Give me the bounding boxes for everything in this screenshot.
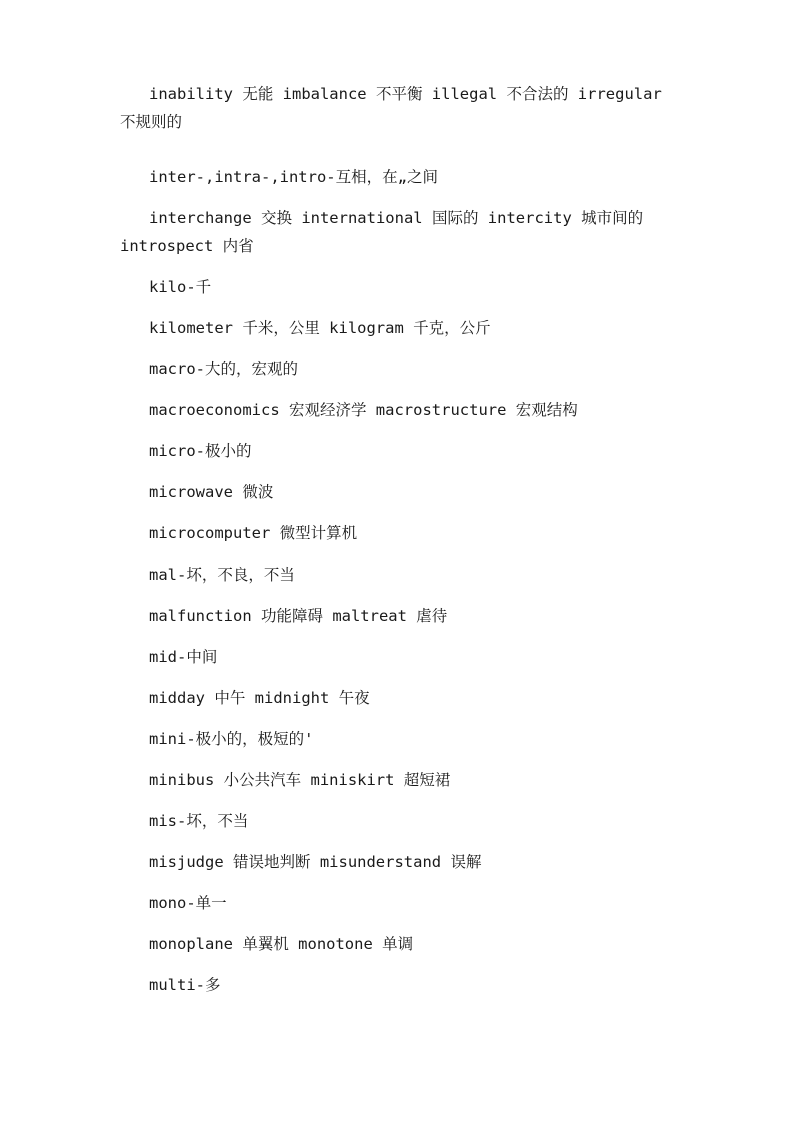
paragraph-microwave: microwave 微波 <box>149 483 274 501</box>
paragraph-multi-prefix: multi-多 <box>149 976 221 994</box>
paragraph-mini-examples: minibus 小公共汽车 miniskirt 超短裙 <box>149 771 451 789</box>
paragraph-mono-prefix: mono-单一 <box>149 894 227 912</box>
paragraph-macro-examples: macroeconomics 宏观经济学 macrostructure 宏观结构 <box>149 401 578 419</box>
paragraph-inter-examples: interchange 交换 international 国际的 intercity 城市间的 introspect 内省 <box>120 209 644 255</box>
paragraph-micro-prefix: micro-极小的 <box>149 442 252 460</box>
paragraph-mini-prefix: mini-极小的，极短的' <box>149 730 314 748</box>
paragraph-mono-examples: monoplane 单翼机 monotone 单调 <box>149 935 414 953</box>
paragraph-mid-examples: midday 中午 midnight 午夜 <box>149 689 370 707</box>
paragraph-mid-prefix: mid-中间 <box>149 648 218 666</box>
paragraph-mis-prefix: mis-坏，不当 <box>149 812 249 830</box>
paragraph-macro-prefix: macro-大的，宏观的 <box>149 360 298 378</box>
paragraph-microcomputer: microcomputer 微型计算机 <box>149 524 358 542</box>
paragraph-mis-examples: misjudge 错误地判断 misunderstand 误解 <box>149 853 482 871</box>
paragraph-kilo-prefix: kilo-千 <box>149 278 212 296</box>
paragraph-mal-prefix: mal-坏，不良，不当 <box>149 566 295 584</box>
paragraph-in-examples: inability 无能 imbalance 不平衡 illegal 不合法的 irregular 不规则的 <box>120 85 662 131</box>
paragraph-inter-prefix: inter-,intra-,intro-互相，在„之间 <box>149 168 438 186</box>
paragraph-kilo-examples: kilometer 千米，公里 kilogram 千克，公斤 <box>149 319 491 337</box>
paragraph-mal-examples: malfunction 功能障碍 maltreat 虐待 <box>149 607 448 625</box>
